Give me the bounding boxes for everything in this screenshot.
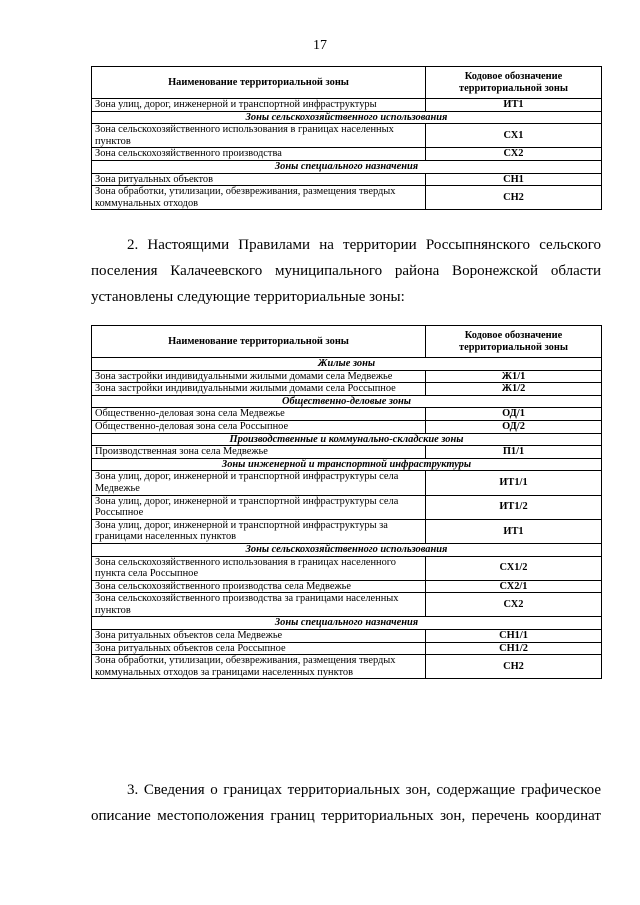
zone-code: СН1/1 <box>426 630 602 643</box>
zone-code: ИТ1/2 <box>426 495 602 519</box>
paragraph-line: установлены следующие территориальные зоны: <box>91 289 405 305</box>
table-group-row <box>92 458 602 471</box>
zone-code: СХ1/2 <box>426 556 602 580</box>
table-body <box>92 99 602 210</box>
zone-name: Зона ритуальных объектов села Медвежье <box>92 630 426 643</box>
zone-name: Зона сельскохозяйственного использования в границах населенных пунктов <box>92 124 426 148</box>
table-row <box>92 471 602 495</box>
zone-code: СХ2 <box>426 148 602 161</box>
zone-code: Ж1/2 <box>426 383 602 396</box>
page-number: 17 <box>313 38 327 53</box>
table-row <box>92 556 602 580</box>
table-group-row <box>92 433 602 446</box>
table-body <box>92 358 602 679</box>
zone-code: СН1 <box>426 173 602 186</box>
paragraph-3 <box>91 777 601 829</box>
zone-name: Зона улиц, дорог, инженерной и транспортной инфраструктуры села Россыпное <box>92 495 426 519</box>
group-heading: Производственные и коммунально-складские зоны <box>92 433 602 446</box>
zone-code: СН2 <box>426 186 602 210</box>
zone-code: ИТ1/1 <box>426 471 602 495</box>
zones-table-2 <box>91 325 602 679</box>
zone-name: Зона сельскохозяйственного производства <box>92 148 426 161</box>
group-heading: Зоны специального назначения <box>92 617 602 630</box>
zone-name: Общественно-деловая зона села Медвежье <box>92 408 426 421</box>
table-row <box>92 148 602 161</box>
table-group-row <box>92 111 602 124</box>
zone-name: Зона улиц, дорог, инженерной и транспортной инфраструктуры <box>92 99 426 112</box>
table-row <box>92 580 602 593</box>
table-row <box>92 173 602 186</box>
table-row <box>92 408 602 421</box>
zone-name: Зона обработки, утилизации, обезвреживания, размещения твердых коммунальных отходов <box>92 186 426 210</box>
zone-name: Зона обработки, утилизации, обезвреживания, размещения твердых коммунальных отходов за границами населенных пунктов <box>92 655 426 679</box>
table-row <box>92 420 602 433</box>
paragraph-line: 2. Настоящими Правилами на территории Россыпнянского сельского <box>127 237 601 253</box>
paragraph-line: 3. Сведения о границах территориальных зон, содержащие графическое <box>127 782 601 798</box>
zone-code: П1/1 <box>426 446 602 459</box>
table-row <box>92 519 602 543</box>
table-row <box>92 630 602 643</box>
zone-code: ИТ1 <box>426 99 602 112</box>
zone-code: Ж1/1 <box>426 370 602 383</box>
group-heading: Общественно-деловые зоны <box>92 395 602 408</box>
zone-name: Зона сельскохозяйственного использования в границах населенного пункта села Россыпное <box>92 556 426 580</box>
column-header-code: Кодовое обозначение территориальной зоны <box>426 326 602 358</box>
group-heading: Зоны специального назначения <box>92 160 602 173</box>
paragraph-2 <box>91 232 601 310</box>
zone-name: Зона сельскохозяйственного производства села Медвежье <box>92 580 426 593</box>
table-group-row <box>92 543 602 556</box>
zone-name: Производственная зона села Медвежье <box>92 446 426 459</box>
table-row <box>92 495 602 519</box>
table-row <box>92 593 602 617</box>
table-row <box>92 383 602 396</box>
group-heading: Зоны инженерной и транспортной инфраструктуры <box>92 458 602 471</box>
zone-code: СХ2 <box>426 593 602 617</box>
zone-code: СН1/2 <box>426 642 602 655</box>
zone-name: Зона застройки индивидуальными жилыми домами села Медвежье <box>92 370 426 383</box>
table-row <box>92 124 602 148</box>
table-row <box>92 446 602 459</box>
zone-name: Зона ритуальных объектов села Россыпное <box>92 642 426 655</box>
group-heading: Зоны сельскохозяйственного использования <box>92 111 602 124</box>
zone-name: Зона застройки индивидуальными жилыми домами села Россыпное <box>92 383 426 396</box>
zones-table-1 <box>91 66 602 210</box>
column-header-code: Кодовое обозначение территориальной зоны <box>426 67 602 99</box>
table-row <box>92 99 602 112</box>
zone-name: Зона улиц, дорог, инженерной и транспортной инфраструктуры села Медвежье <box>92 471 426 495</box>
group-heading: Жилые зоны <box>92 358 602 371</box>
zone-name: Зона ритуальных объектов <box>92 173 426 186</box>
table-group-row <box>92 160 602 173</box>
column-header-name: Наименование территориальной зоны <box>92 67 426 99</box>
zone-name: Зона улиц, дорог, инженерной и транспортной инфраструктуры за границами населенных пунктов <box>92 519 426 543</box>
zone-code: ОД/1 <box>426 408 602 421</box>
zone-code: СН2 <box>426 655 602 679</box>
table-group-row <box>92 395 602 408</box>
table-row <box>92 642 602 655</box>
column-header-name: Наименование территориальной зоны <box>92 326 426 358</box>
table-group-row <box>92 617 602 630</box>
table-header-row <box>92 326 602 358</box>
table-row <box>92 370 602 383</box>
table-row <box>92 186 602 210</box>
table-group-row <box>92 358 602 371</box>
table-row <box>92 655 602 679</box>
group-heading: Зоны сельскохозяйственного использования <box>92 543 602 556</box>
zone-name: Зона сельскохозяйственного производства за границами населенных пунктов <box>92 593 426 617</box>
paragraph-line: описание местоположения границ территориальных зон, перечень координат <box>91 808 601 824</box>
paragraph-line: поселения Калачеевского муниципального района Воронежской области <box>91 263 601 279</box>
table-header-row <box>92 67 602 99</box>
zone-code: ИТ1 <box>426 519 602 543</box>
zone-name: Общественно-деловая зона села Россыпное <box>92 420 426 433</box>
zone-code: СХ1 <box>426 124 602 148</box>
zone-code: СХ2/1 <box>426 580 602 593</box>
zone-code: ОД/2 <box>426 420 602 433</box>
